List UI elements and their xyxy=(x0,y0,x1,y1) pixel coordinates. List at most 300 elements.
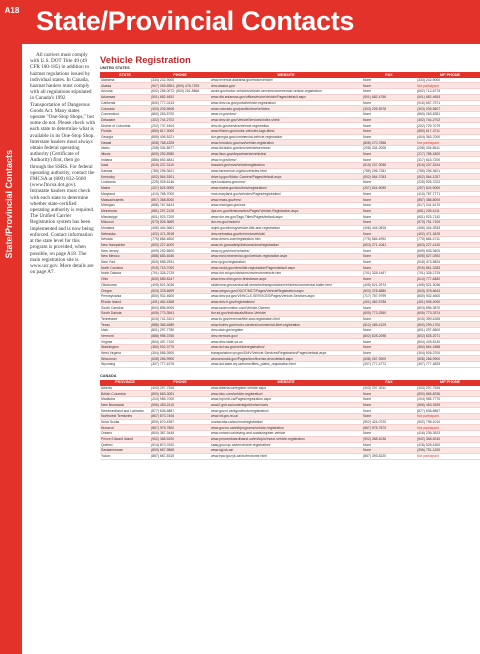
website-cell[interactable]: www2.gnb.ca/content/gnb/en/services xyxy=(210,402,362,408)
website-cell[interactable]: www.mvd.newmexico.gov/vehicle-registration.aspx xyxy=(210,254,362,260)
phone-cell: (406) 444-3661 xyxy=(150,225,210,231)
us-header-website: WEBSITE xyxy=(210,72,362,78)
mp-phone-cell: Not participant xyxy=(416,453,480,459)
fax-cell: None xyxy=(362,128,416,134)
fax-cell: None xyxy=(362,259,416,265)
phone-cell: (225) 925-6146 xyxy=(150,180,210,186)
website-cell[interactable]: dps.louisiana.gov/omv/ xyxy=(210,180,362,186)
phone-cell: (808) 768-4325 xyxy=(150,140,210,146)
website-cell[interactable]: www.ontario.ca/driving-and-roads/register-vehicle xyxy=(210,431,362,437)
website-cell[interactable]: mva.maryland.gov/vehicles/Pages/registration/ xyxy=(210,191,362,197)
fax-cell: None xyxy=(362,305,416,311)
intro-text xyxy=(30,52,96,281)
us-table-row xyxy=(100,265,480,271)
fax-cell: None xyxy=(362,345,416,351)
fax-cell: (401) 462-5786 xyxy=(362,299,416,305)
website-cell[interactable]: wisconsindot.gov/Pages/dmv/license-drvs/default.aspx xyxy=(210,356,362,362)
fax-cell: (902) 424-0720 xyxy=(362,419,416,425)
mp-phone-cell: (517) 241-6170 xyxy=(416,202,480,208)
state-cell: Illinois xyxy=(100,151,150,157)
ca-header-website: WEBSITE xyxy=(210,380,362,386)
website-cell[interactable]: dmv.utah.gov/register xyxy=(210,328,362,334)
website-cell[interactable]: www.oregon.gov/ODOT/MCT/Pages/VehicleRegistration.aspx xyxy=(210,288,362,294)
state-cell: Nevada xyxy=(100,237,150,243)
fax-cell: None xyxy=(362,254,416,260)
phone-cell: (860) 263-5700 xyxy=(150,111,210,117)
intro-paragraph: All carriers must comply with U.S. DOT Title 49 (49 CFR 100-185) in addition to hazmat regulations issued by individual states. In Canada, hazmat haulers must comply with all regulations stipulated in Canada's 1992 Transportation of Dangerous Goods Act. Many states operate "One-Stop Shops," but some do not. Please check with each state to determine what is available in its One-Stop Shop. Interstate haulers must always obtain federal operating authority (Certificate of Authority) first, then go through the SSRS. For federal operating authority, contact the FMCSA at (800) 832-5660 (www.fmcsa.dot.gov). Intrastate haulers must check with each state to determine whether state-certified operating authority is required. The Unified Carrier Registration system has been implemented and is now being enforced. Contact information at the state level for this program is provided, when possible, on page A18. The main registration site is www.ucr.gov. More details are on page A7. xyxy=(30,52,96,276)
phone-cell: (303) 205-5608 xyxy=(150,106,210,112)
phone-cell: (514) 873-7620 xyxy=(150,442,210,448)
phone-cell: (888) 692-6841 xyxy=(150,157,210,163)
fax-cell: None xyxy=(362,214,416,220)
mp-phone-cell: (303) 205-5607 xyxy=(416,106,480,112)
phone-cell: (804) 497-7100 xyxy=(150,339,210,345)
fax-cell: None xyxy=(362,397,416,403)
side-strip xyxy=(0,0,22,654)
mp-phone-cell: (401) 946-4000 xyxy=(416,299,480,305)
website-cell[interactable]: azdot.gov/motor-vehicles/vehicle-services/commercial-vehicle-registration xyxy=(210,89,362,95)
mp-phone-cell: Not participant xyxy=(416,414,480,420)
state-cell: North Carolina xyxy=(100,265,150,271)
state-cell: Vermont xyxy=(100,333,150,339)
state-cell: Indiana xyxy=(100,157,150,163)
mp-phone-cell: (207) 624-9000 xyxy=(416,185,480,191)
state-cell: Louisiana xyxy=(100,180,150,186)
state-cell: Tennessee xyxy=(100,316,150,322)
website-cell[interactable]: www.icbc.com/vehicle-registration/ xyxy=(210,391,362,397)
website-cell[interactable]: transportation.wv.gov/DMV/Vehicle-Services/Registration/Pages/default.aspx xyxy=(210,350,362,356)
state-cell: Yukon xyxy=(100,453,150,459)
website-cell[interactable]: www.dor.ms.gov/Tags-Titles/Pages/default.aspx xyxy=(210,214,362,220)
phone-cell: (902) 368-5200 xyxy=(150,436,210,442)
fax-cell: (207) 624-9090 xyxy=(362,185,416,191)
state-cell: New Hampshire xyxy=(100,242,150,248)
mp-phone-cell: (515) 237-3244 xyxy=(416,163,480,169)
state-cell: New York xyxy=(100,259,150,265)
website-cell[interactable]: www.dfa.arkansas.gov/offices/motorVehicle/Pages/default.aspx xyxy=(210,94,362,100)
website-cell[interactable]: www.scdmvonline.com/Vehicle-Owners xyxy=(210,305,362,311)
phone-cell: (651) 297-2126 xyxy=(150,208,210,214)
section-title: Vehicle Registration xyxy=(100,55,191,66)
state-cell: British Columbia xyxy=(100,391,150,397)
website-cell[interactable]: www.sgi.sk.ca/ xyxy=(210,448,362,454)
phone-cell: (855) 406-5221 xyxy=(150,134,210,140)
state-cell: Oklahoma xyxy=(100,282,150,288)
mp-phone-cell: (603) 227-4120 xyxy=(416,242,480,248)
mp-phone-cell: (204) 985-7770 xyxy=(416,397,480,403)
mp-phone-cell: (404) 363-7000 xyxy=(416,134,480,140)
website-cell[interactable]: www.mass.gov/rmv/ xyxy=(210,197,362,203)
state-cell: Delaware xyxy=(100,117,150,123)
fax-cell: None xyxy=(362,328,416,334)
phone-cell: (701) 328-2725 xyxy=(150,271,210,277)
phone-cell: (608) 266-9900 xyxy=(150,356,210,362)
phone-cell: (907) 269-5551; (800) 478-7253 xyxy=(150,83,210,89)
us-header-state: STATE xyxy=(100,72,150,78)
mp-phone-cell: (601) 923-7142 xyxy=(416,214,480,220)
fax-cell: (403) 297-3911 xyxy=(362,386,416,391)
website-cell[interactable]: dmv.ny.gov/registration xyxy=(210,259,362,265)
phone-cell: (888) 767-6424 xyxy=(150,202,210,208)
mp-phone-cell: (306) 751-1200 xyxy=(416,448,480,454)
phone-cell: (401) 462-4368 xyxy=(150,299,210,305)
phone-cell: (800) 932-4600 xyxy=(150,293,210,299)
page-number: A18 xyxy=(4,6,20,15)
ca-table-row xyxy=(100,436,480,442)
fax-cell: (502) 564-7053 xyxy=(362,174,416,180)
website-cell[interactable]: www.flhsmv.gov/motor-vehicles-tags-titles/ xyxy=(210,128,362,134)
website-cell[interactable]: iowadot.gov/mvd/vehicleregistration xyxy=(210,163,362,169)
fax-cell: None xyxy=(362,111,416,117)
website-cell[interactable]: dor.sd.gov/Individuals/Motor-Vehicle/ xyxy=(210,310,362,316)
fax-cell: (503) 378-6880 xyxy=(362,288,416,294)
fax-cell: None xyxy=(362,350,416,356)
fax-cell: (512) 465-4129 xyxy=(362,322,416,328)
website-cell[interactable]: www.dot.nd.gov/divisions/mv/motorvehicle.htm xyxy=(210,271,362,277)
phone-cell: (800) 589-8247 xyxy=(150,276,210,282)
website-cell[interactable]: www.dmv.ca.gov/portal/vehicle-registration/ xyxy=(210,100,362,106)
us-header-phone: PHONE xyxy=(150,72,210,78)
mp-phone-cell: (602) 712-6775 xyxy=(416,89,480,95)
fax-cell: None xyxy=(362,89,416,95)
fax-cell: (701) 328-1487 xyxy=(362,271,416,277)
us-table-row xyxy=(100,350,480,356)
website-cell[interactable]: dor.mo.gov/motorv/ xyxy=(210,219,362,225)
website-cell[interactable]: saaq.gouv.qc.ca/en/vehicle-registration/ xyxy=(210,442,362,448)
state-cell: Oregon xyxy=(100,288,150,294)
phone-cell: (410) 768-7000 xyxy=(150,191,210,197)
phone-cell: (405) 521-3036 xyxy=(150,282,210,288)
fax-cell: (605) 773-2550 xyxy=(362,310,416,316)
state-cell: West Virginia xyxy=(100,350,150,356)
phone-cell: (800) 387-3445 xyxy=(150,431,210,437)
website-cell[interactable]: www.ct.gov/dmv/ xyxy=(210,111,362,117)
fax-cell: None xyxy=(362,276,416,282)
fax-cell: None xyxy=(362,442,416,448)
state-cell: Newfoundland and Labrador xyxy=(100,408,150,414)
website-cell[interactable]: dmv.vermont.gov/ xyxy=(210,333,362,339)
website-cell[interactable]: www.bmv.ohio.gov/v-firststance.aspx xyxy=(210,276,362,282)
phone-cell: (615) 741-3101 xyxy=(150,316,210,322)
state-cell: Alaska xyxy=(100,83,150,89)
phone-cell: (302) 744-2702 xyxy=(150,117,210,123)
mp-phone-cell: (208) 334-8611 xyxy=(416,146,480,152)
fax-cell: None xyxy=(362,448,416,454)
website-cell[interactable]: www.dol.wa.gov/vehicleregistration/ xyxy=(210,345,362,351)
state-cell: Alberta xyxy=(100,386,150,391)
fax-cell: None xyxy=(362,391,416,397)
ca-header-mp-phone: MP PHONE xyxy=(416,380,480,386)
state-cell: Georgia xyxy=(100,134,150,140)
state-cell: Michigan xyxy=(100,202,150,208)
mp-phone-cell: (902) 368-5240 xyxy=(416,436,480,442)
state-cell: Colorado xyxy=(100,106,150,112)
mp-phone-cell: (615) 399-4265 xyxy=(416,316,480,322)
mp-phone-cell: (614) 777-8480 xyxy=(416,276,480,282)
website-cell[interactable]: www.alberta.ca/register-vehicle.aspx xyxy=(210,386,362,391)
state-cell: Nebraska xyxy=(100,231,150,237)
state-cell: Mississippi xyxy=(100,214,150,220)
state-cell: Massachusetts xyxy=(100,197,150,203)
mp-phone-cell: (605) 773-3374 xyxy=(416,310,480,316)
us-table-row xyxy=(100,356,480,362)
mp-phone-cell: (800) 932-4600 xyxy=(416,293,480,299)
phone-cell: (775) 684-4800 xyxy=(150,237,210,243)
fax-cell: None xyxy=(362,180,416,186)
us-table-row xyxy=(100,293,480,299)
fax-cell: None xyxy=(362,157,416,163)
mp-phone-cell: (202) 729-7079 xyxy=(416,123,480,129)
mp-phone-cell: Not participant xyxy=(416,140,480,146)
website-cell[interactable]: www.in.gov/bmv/ xyxy=(210,157,362,163)
website-cell[interactable]: www.dmv.de.gov/VehicleServices/index.shtml xyxy=(210,117,362,123)
state-cell: South Carolina xyxy=(100,305,150,311)
website-cell[interactable]: www.dmv.ri.gov/registrations/ xyxy=(210,299,362,305)
mp-phone-cell: (518) 473-5834 xyxy=(416,259,480,265)
mp-phone-cell: (800) 299-1700 xyxy=(416,322,480,328)
state-cell: Northwest Territories xyxy=(100,414,150,420)
state-cell: Texas xyxy=(100,322,150,328)
state-cell: South Dakota xyxy=(100,310,150,316)
mp-phone-cell: (801) 297-6800 xyxy=(416,328,480,334)
phone-cell: (207) 624-9000 xyxy=(150,185,210,191)
website-cell[interactable]: dps.mn.gov/divisions/dvs/Pages/Vehicle-Registration.aspx xyxy=(210,208,362,214)
phone-cell: (800) 252-8980 xyxy=(150,151,210,157)
mp-phone-cell: Not participant xyxy=(416,425,480,431)
website-cell[interactable]: www.mpi.mb.ca/Pages/registration.aspx xyxy=(210,397,362,403)
phone-cell: (877) 636-6867 xyxy=(150,408,210,414)
phone-cell: (503) 378-6699 xyxy=(150,288,210,294)
fax-cell: None xyxy=(362,151,416,157)
fax-cell: None xyxy=(362,431,416,437)
website-cell[interactable]: dmv.alaska.gov/ xyxy=(210,83,362,89)
website-cell[interactable]: www.colorado.gov/pacific/dmv/vehicles xyxy=(210,106,362,112)
us-table-row xyxy=(100,288,480,294)
phone-cell: (609) 292-6500 xyxy=(150,248,210,254)
mp-phone-cell: (857) 368-8000 xyxy=(416,197,480,203)
mp-phone-cell: (317) 615-7200 xyxy=(416,157,480,163)
website-cell[interactable]: www.ilsos.gov/departments/vehicles/ xyxy=(210,151,362,157)
state-cell: District of Columbia xyxy=(100,123,150,129)
website-cell[interactable]: www.inf.gov.nt.ca/ xyxy=(210,414,362,420)
state-cell: Pennsylvania xyxy=(100,293,150,299)
state-cell: Arkansas xyxy=(100,94,150,100)
website-cell[interactable]: www.maine.gov/sos/bmv/registration/ xyxy=(210,185,362,191)
mp-phone-cell: (304) 926-3700 xyxy=(416,350,480,356)
phone-cell: (888) 683-4636 xyxy=(150,254,210,260)
mp-phone-cell: (217) 785-1800 xyxy=(416,151,480,157)
phone-cell: (888) 998-3766 xyxy=(150,333,210,339)
fax-cell: None xyxy=(362,191,416,197)
website-cell[interactable]: www.gov.nu.ca/edt/programs/vehicle-registration xyxy=(210,425,362,431)
website-cell[interactable]: www.nj.gov/mvc/vehicles/ xyxy=(210,248,362,254)
mp-phone-cell: (902) 798-1010 xyxy=(416,419,480,425)
fax-cell: (775) 684-4992 xyxy=(362,237,416,243)
state-cell: Iowa xyxy=(100,163,150,169)
phone-cell: (202) 737-4404 xyxy=(150,123,210,129)
website-cell[interactable]: www.princeedwardisland.ca/en/topic/motor-vehicle-registration xyxy=(210,436,362,442)
fax-cell: None xyxy=(362,248,416,254)
phone-cell: (403) 297-7926 xyxy=(150,386,210,391)
mp-phone-cell: (410) 787-7771 xyxy=(416,191,480,197)
mp-phone-cell: (803) 896-3870 xyxy=(416,305,480,311)
state-cell: Nunavut xyxy=(100,425,150,431)
fax-cell: (406) 444-0816 xyxy=(362,225,416,231)
state-cell: Maryland xyxy=(100,191,150,197)
website-cell[interactable]: www.ncdot.gov/dmv/title-registration/Pages/default.aspx xyxy=(210,265,362,271)
state-cell: Nova Scotia xyxy=(100,419,150,425)
fax-cell: None xyxy=(362,78,416,83)
website-cell[interactable]: www.dot.state.wy.us/home/titles_plates_registration.html xyxy=(210,362,362,368)
website-cell[interactable]: dor.georgia.gov/commercial-vehicle-registration xyxy=(210,134,362,140)
mp-phone-cell: (775) 684-4711 xyxy=(416,237,480,243)
phone-cell: (506) 453-2410 xyxy=(150,402,210,408)
website-cell[interactable]: dmv.dc.gov/service/vehicle-registration xyxy=(210,123,362,129)
state-cell: Prince Edward Island xyxy=(100,436,150,442)
us-table-row xyxy=(100,208,480,214)
state-cell: New Brunswick xyxy=(100,402,150,408)
us-table-row xyxy=(100,94,480,100)
website-cell[interactable]: www.dmvnv.com/registration.htm xyxy=(210,237,362,243)
fax-cell: None xyxy=(362,83,416,89)
us-table-row xyxy=(100,322,480,328)
mp-phone-cell: (503) 378-6643 xyxy=(416,288,480,294)
mp-phone-cell: (785) 296-3621 xyxy=(416,168,480,174)
ca-header-fax: FAX xyxy=(362,380,416,386)
phone-cell: (800) 698-2931 xyxy=(150,259,210,265)
mp-phone-cell: (506) 453-3939 xyxy=(416,402,480,408)
phone-cell: (601) 923-7200 xyxy=(150,214,210,220)
website-cell[interactable]: www.itd.idaho.gov/dmv/vehicleservices/ xyxy=(210,146,362,152)
fax-cell: None xyxy=(362,219,416,225)
fax-cell: None xyxy=(362,197,416,203)
mp-phone-cell: (406) 444-3933 xyxy=(416,225,480,231)
state-cell: Arizona xyxy=(100,89,150,95)
us-table-row xyxy=(100,282,480,288)
us-table-row xyxy=(100,362,480,368)
website-cell[interactable]: www.hpw.gov.yk.ca/mv/mvhome.html xyxy=(210,453,362,459)
phone-cell: (919) 715-7000 xyxy=(150,265,210,271)
website-cell[interactable]: www.michigan.gov/sos xyxy=(210,202,362,208)
mp-phone-cell: (573) 751-7100 xyxy=(416,219,480,225)
ca-header-phone: PHONE xyxy=(150,380,210,386)
state-cell: Utah xyxy=(100,328,150,334)
website-cell[interactable]: www.gov.nl.ca/dgsnl/motorregistration/ xyxy=(210,408,362,414)
phone-cell: (800) 670-4357 xyxy=(150,419,210,425)
mp-phone-cell: (804) 249-5130 xyxy=(416,339,480,345)
fax-cell: (515) 237-3056 xyxy=(362,163,416,169)
fax-cell: None xyxy=(362,100,416,106)
state-cell: Florida xyxy=(100,128,150,134)
page-header xyxy=(22,0,480,44)
fax-cell: (867) 393-6220 xyxy=(362,453,416,459)
state-cell: Québec xyxy=(100,442,150,448)
website-cell[interactable]: www.honolulu.gov/csd/vehicle-registration xyxy=(210,140,362,146)
phone-cell: (800) 777-0133 xyxy=(150,100,210,106)
mp-phone-cell: Not participant xyxy=(416,83,480,89)
phone-cell: (888) 368-4689 xyxy=(150,322,210,328)
website-cell[interactable]: www.ksrevenue.org/dovvehicles.html xyxy=(210,168,362,174)
state-cell: Minnesota xyxy=(100,208,150,214)
mp-phone-cell: (800) 665-8236 xyxy=(416,391,480,397)
state-cell: Connecticut xyxy=(100,111,150,117)
state-cell: Montana xyxy=(100,225,150,231)
phone-cell: (800) 667-9868 xyxy=(150,448,210,454)
website-cell[interactable]: dmv.nebraska.gov/dvr/motorvehicle/ xyxy=(210,231,362,237)
side-title: State/Provincial Contacts xyxy=(4,150,14,259)
mp-phone-cell: (701) 328-2725 xyxy=(416,271,480,277)
phone-cell: (867) 975-7800 xyxy=(150,425,210,431)
state-cell: Washington xyxy=(100,345,150,351)
website-cell[interactable]: oklahoma.gov/service/all-services/transportation/vehicles/commercial-trailer.html xyxy=(210,282,362,288)
mp-phone-cell: (360) 664-1858 xyxy=(416,345,480,351)
mp-phone-cell: (850) 617-3711 xyxy=(416,128,480,134)
state-cell: Idaho xyxy=(100,146,150,152)
phone-cell: (307) 777-4375 xyxy=(150,362,210,368)
website-cell[interactable]: drive.ky.gov/Motor-Carriers/Pages/default.aspx xyxy=(210,174,362,180)
phone-cell: (501) 682-4692 xyxy=(150,94,210,100)
fax-cell: (405) 521-2974 xyxy=(362,282,416,288)
state-cell: Hawaii xyxy=(100,140,150,146)
fax-cell: (608) 267-9900 xyxy=(362,356,416,362)
website-cell[interactable]: dojmt.gov/driving/vehicle-title-and-registration/ xyxy=(210,225,362,231)
website-cell[interactable]: novascotia.ca/sns/rmv/registration/ xyxy=(210,419,362,425)
fax-cell: None xyxy=(362,134,416,140)
website-cell[interactable]: www.tn.gov/revenue/title-and-registration.html xyxy=(210,316,362,322)
phone-cell: (304) 558-3900 xyxy=(150,350,210,356)
website-cell[interactable]: www.txdmv.gov/motor-carriers/commercial-fleet-registration xyxy=(210,322,362,328)
phone-cell: (334) 242-9000 xyxy=(150,78,210,83)
mp-phone-cell: (501) 682-4653 xyxy=(416,94,480,100)
phone-cell: (603) 227-4000 xyxy=(150,242,210,248)
state-cell: Rhode Island xyxy=(100,299,150,305)
mp-phone-cell: (916) 657-7971 xyxy=(416,100,480,106)
state-cell: Saskatchewan xyxy=(100,448,150,454)
website-cell[interactable]: www.dmv.state.va.us xyxy=(210,339,362,345)
website-cell[interactable]: www.dmv.pa.gov/VEHICLE-SERVICES/Pages/Vehicle-Services.aspx xyxy=(210,293,362,299)
mp-phone-cell: (302) 744-2702 xyxy=(416,117,480,123)
website-cell[interactable]: www.revenue.alabama.gov/motorvehicle/ xyxy=(210,78,362,83)
fax-cell: (501) 682-4756 xyxy=(362,94,416,100)
phone-cell: (850) 617-3000 xyxy=(150,128,210,134)
mp-phone-cell: (919) 861-3283 xyxy=(416,265,480,271)
mp-phone-cell: (802) 828-2071 xyxy=(416,333,480,339)
us-header-mp-phone: MP PHONE xyxy=(416,72,480,78)
mp-phone-cell: (416) 235-3923 xyxy=(416,431,480,437)
state-cell: Maine xyxy=(100,185,150,191)
mp-phone-cell: (502) 564-1257 xyxy=(416,174,480,180)
website-cell[interactable]: www.nh.gov/safety/divisions/dmv/registration/ xyxy=(210,242,362,248)
us-table-row xyxy=(100,89,480,95)
ca-table-row xyxy=(100,453,480,459)
us-table xyxy=(100,72,480,368)
ca-header-state: PROVINCE xyxy=(100,380,150,386)
state-cell: Alabama xyxy=(100,78,150,83)
fax-cell: (785) 296-7281 xyxy=(362,168,416,174)
state-cell: Ontario xyxy=(100,431,150,437)
phone-cell: (803) 896-5000 xyxy=(150,305,210,311)
fax-cell: (808) 270-7858 xyxy=(362,140,416,146)
mp-phone-cell: (877) 636-6867 xyxy=(416,408,480,414)
state-cell: Manitoba xyxy=(100,397,150,403)
fax-cell: (867) 975-7870 xyxy=(362,425,416,431)
phone-cell: (867) 873-7406 xyxy=(150,414,210,420)
ca-label: CANADA xyxy=(100,373,117,378)
state-cell: Wyoming xyxy=(100,362,150,368)
phone-cell: (857) 368-8000 xyxy=(150,197,210,203)
fax-cell: None xyxy=(362,339,416,345)
state-cell: Kansas xyxy=(100,168,150,174)
